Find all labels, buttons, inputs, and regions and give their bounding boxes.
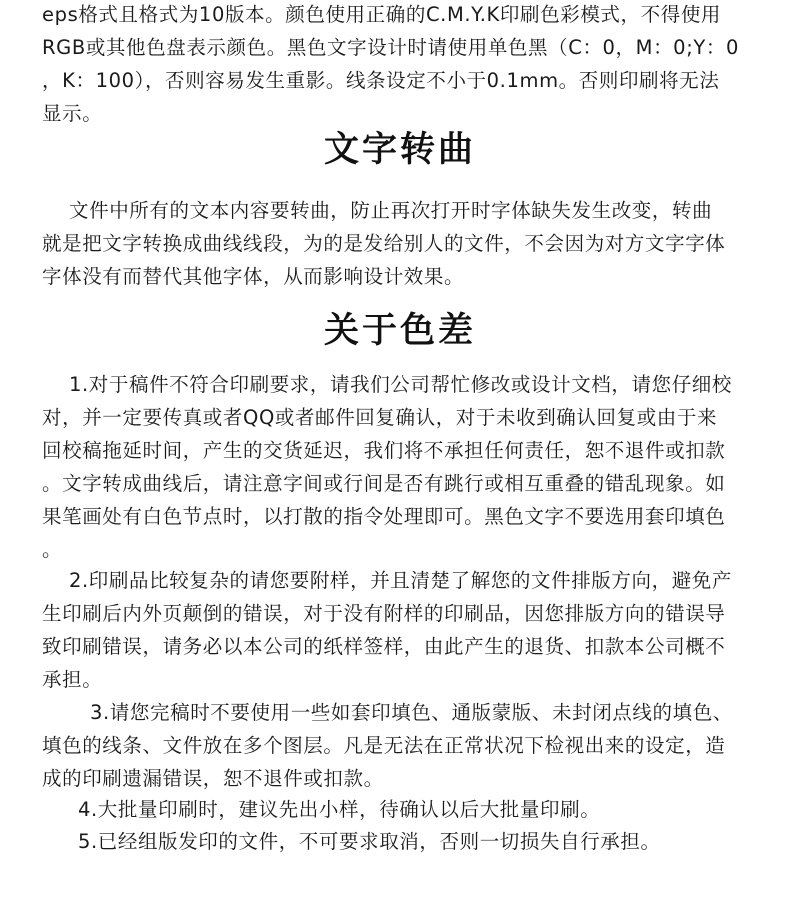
text-line: 填色的线条、文件放在多个图层。凡是无法在正常状况下检视出来的设定，造 (42, 734, 726, 757)
text-line: 回校稿拖延时间，产生的交货延迟，我们将不承担任何责任，恕不退件或扣款 (42, 439, 726, 462)
text-line: 4.大批量印刷时，建议先出小样，待确认以后大批量印刷。 (78, 798, 601, 821)
intro-paragraph (42, 0, 760, 130)
text-line: 。 (42, 538, 63, 561)
section-heading-color-difference: 关于色差 (323, 311, 476, 351)
text-line: 致印刷错误，请务必以本公司的纸样签样，由此产生的退货、扣款本公司概不 (42, 635, 726, 658)
text-line: 1.对于稿件不符合印刷要求，请我们公司帮忙修改或设计文档，请您仔细校 (69, 373, 733, 396)
text-line: ，K：100），否则容易发生重影。线条设定不小于0.1mm。否则印刷将无法 (42, 69, 720, 92)
list-item-2 (42, 564, 760, 696)
text-line: RGB或其他色盘表示颜色。黑色文字设计时请使用单色黑（C：0，M：0;Y：0 (42, 36, 739, 59)
text-outline-paragraph (42, 194, 760, 293)
list-item-4 (42, 793, 760, 826)
text-line: 显示。 (42, 102, 103, 125)
list-item-1 (42, 368, 760, 566)
text-line: 对，并一定要传真或者QQ或者邮件回复确认，对于未收到确认回复或由于来 (42, 406, 718, 429)
text-line: 字体没有而替代其他字体，从而影响设计效果。 (42, 265, 465, 288)
text-line: 生印刷后内外页颠倒的错误，对于没有附样的印刷品，因您排版方向的错误导 (42, 602, 726, 625)
text-line: 文件中所有的文本内容要转曲，防止再次打开时字体缺失发生改变，转曲 (69, 199, 713, 222)
text-line: eps格式且格式为10版本。颜色使用正确的C.M.Y.K印刷色彩模式，不得使用 (42, 3, 722, 26)
text-line: 承担。 (42, 668, 103, 691)
text-line: 。文字转成曲线后，请注意字间或行间是否有跳行或相互重叠的错乱现象。如 (42, 472, 726, 495)
list-item-3 (42, 696, 760, 795)
section-heading-text-outline: 文字转曲 (323, 130, 476, 170)
text-line: 3.请您完稿时不要使用一些如套印填色、通版蒙版、未封闭点线的填色、 (90, 701, 733, 724)
text-line: 2.印刷品比较复杂的请您要附样，并且清楚了解您的文件排版方向，避免产 (69, 569, 733, 592)
list-item-5 (42, 825, 760, 858)
text-line: 5.已经组版发印的文件，不可要求取消，否则一切损失自行承担。 (78, 830, 661, 853)
text-line: 成的印刷遗漏错误，恕不退件或扣款。 (42, 767, 384, 790)
text-line: 果笔画处有白色节点时，以打散的指令处理即可。黑色文字不要选用套印填色 (42, 505, 726, 528)
text-line: 就是把文字转换成曲线线段，为的是发给别人的文件，不会因为对方文字字体 (42, 232, 726, 255)
